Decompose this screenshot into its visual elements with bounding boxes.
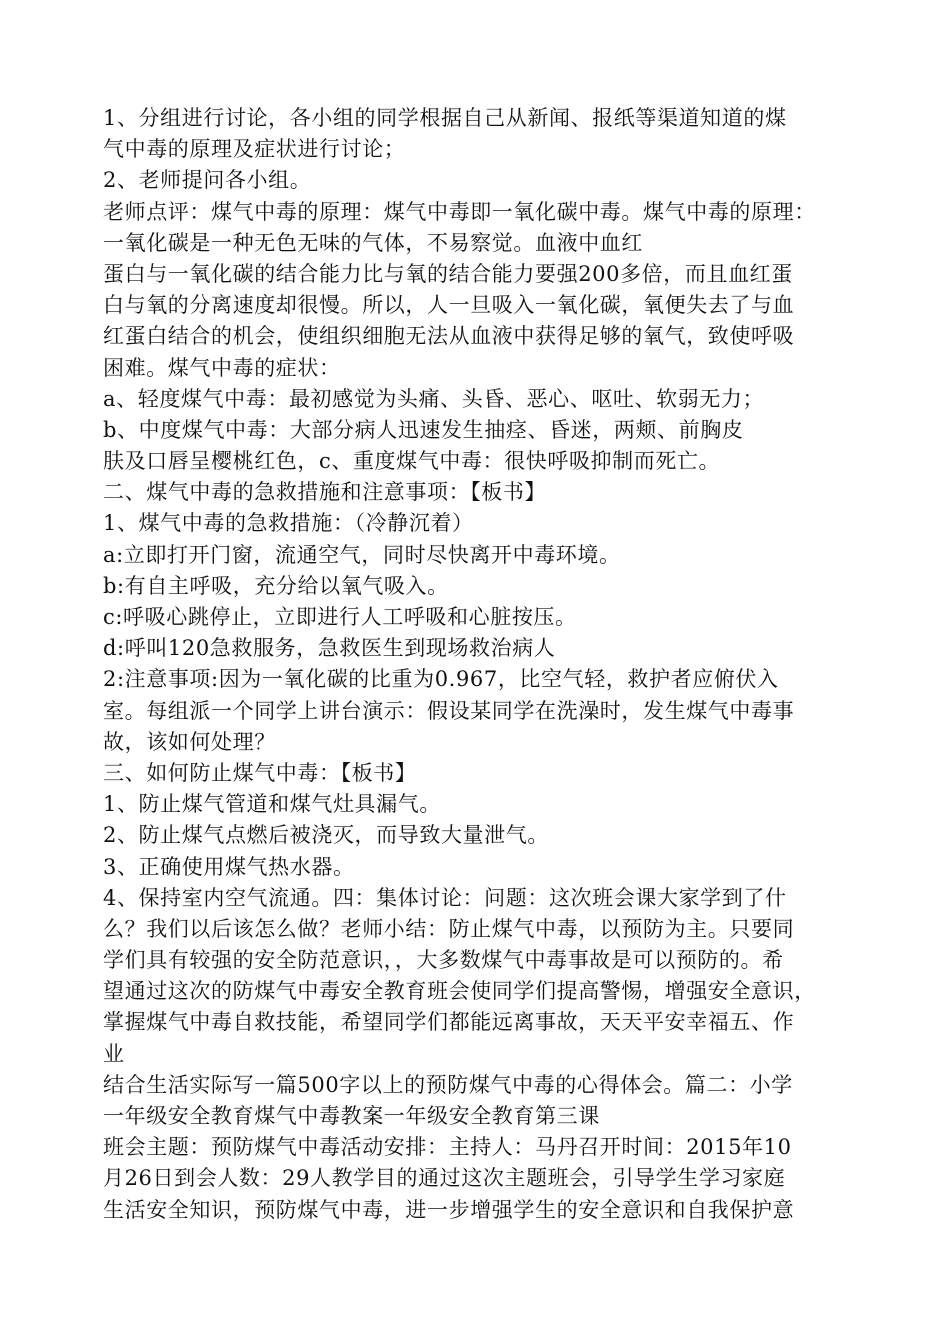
section-heading: 三、如何防止煤气中毒：【板书】 [103, 760, 417, 785]
text-line: 1、防止煤气管道和煤气灶具漏气。 [103, 792, 441, 817]
text-line: 月26日到会人数：29人教学目的通过这次主题班会，引导学生学习家庭 [103, 1166, 786, 1191]
text-line: 红蛋白结合的机会，使组织细胞无法从血液中获得足够的氧气，致使呼吸 [103, 324, 795, 349]
text-line: 一年级安全教育煤气中毒教案一年级安全教育第三课 [103, 1104, 600, 1128]
text-line: b、中度煤气中毒：大部分病人迅速发生抽痉、昏迷，两颊、前胸皮 [103, 417, 744, 442]
text-line: 室。每组派一个同学上讲台演示：假设某同学在洗澡时，发生煤气中毒事 [103, 698, 795, 723]
text-line: 2、防止煤气点燃后被浇灭，而导致大量泄气。 [103, 823, 549, 848]
text-line: 1、煤气中毒的急救措施：（冷静沉着） [103, 511, 474, 536]
text-line: b:有自主呼吸，充分给以氧气吸入。 [103, 573, 449, 598]
text-line: 4、保持室内空气流通。四：集体讨论：问题：这次班会课大家学到了什 [103, 885, 787, 910]
text-line: 1、分组进行讨论，各小组的同学根据自己从新闻、报纸等渠道知道的煤 [103, 106, 787, 130]
text-line: 学们具有较强的安全防范意识，，大多数煤气中毒事故是可以预防的。希 [103, 948, 784, 973]
text-line: 白与氧的分离速度却很慢。所以，人一旦吸入一氧化碳，氧便失去了与血 [103, 293, 795, 318]
text-line: a、轻度煤气中毒：最初感觉为头痛、头昏、恶心、呕吐、软弱无力； [103, 386, 765, 411]
text-line: 么？我们以后该怎么做？老师小结：防止煤气中毒，以预防为主。只要同 [103, 916, 795, 941]
text-line: 望通过这次的防煤气中毒安全教育班会使同学们提高警惕，增强安全意识， [103, 979, 816, 1004]
text-line: c:呼吸心跳停止，立即进行人工呼吸和心脏按压。 [103, 605, 577, 629]
text-line: 气中毒的原理及症状进行讨论； [103, 137, 406, 162]
text-line: d:呼叫120急救服务，急救医生到现场救治病人 [103, 636, 556, 661]
text-line: 2:注意事项:因为一氧化碳的比重为0.967，比空气轻，救护者应俯伏入 [103, 667, 779, 692]
section-heading: 二、煤气中毒的急救措施和注意事项：【板书】 [103, 480, 547, 505]
text-line: a:立即打开门窗，流通空气，同时尽快离开中毒环境。 [103, 542, 621, 567]
document-body [103, 103, 863, 1226]
text-line: 结合生活实际写一篇500字以上的预防煤气中毒的心得体会。篇二：小学 [103, 1072, 793, 1097]
text-line: 2、老师提问各小组。 [103, 168, 312, 193]
text-line: 业 [103, 1041, 125, 1066]
text-line: 故，该如何处理？ [103, 729, 276, 754]
text-line: 生活安全知识，预防煤气中毒，进一步增强学生的安全意识和自我保护意 [103, 1197, 795, 1222]
text-line: 班会主题：预防煤气中毒活动安排：主持人：马丹召开时间：2015年10 [103, 1135, 792, 1160]
text-line: 掌握煤气中毒自救技能，希望同学们都能远离事故，天天平安幸福五、作 [103, 1010, 795, 1035]
text-line: 蛋白与一氧化碳的结合能力比与氧的结合能力要强200多倍，而且血红蛋 [103, 261, 793, 286]
text-line: 一氧化碳是一种无色无味的气体，不易察觉。血液中血红 [103, 230, 643, 255]
text-line: 3、正确使用煤气热水器。 [103, 854, 355, 879]
text-line: 老师点评：煤气中毒的原理：煤气中毒即一氧化碳中毒。煤气中毒的原理： [103, 199, 816, 224]
text-line: 肤及口唇呈樱桃红色，c、重度煤气中毒：很快呼吸抑制而死亡。 [103, 449, 721, 474]
text-line: 困难。煤气中毒的症状： [103, 355, 341, 380]
